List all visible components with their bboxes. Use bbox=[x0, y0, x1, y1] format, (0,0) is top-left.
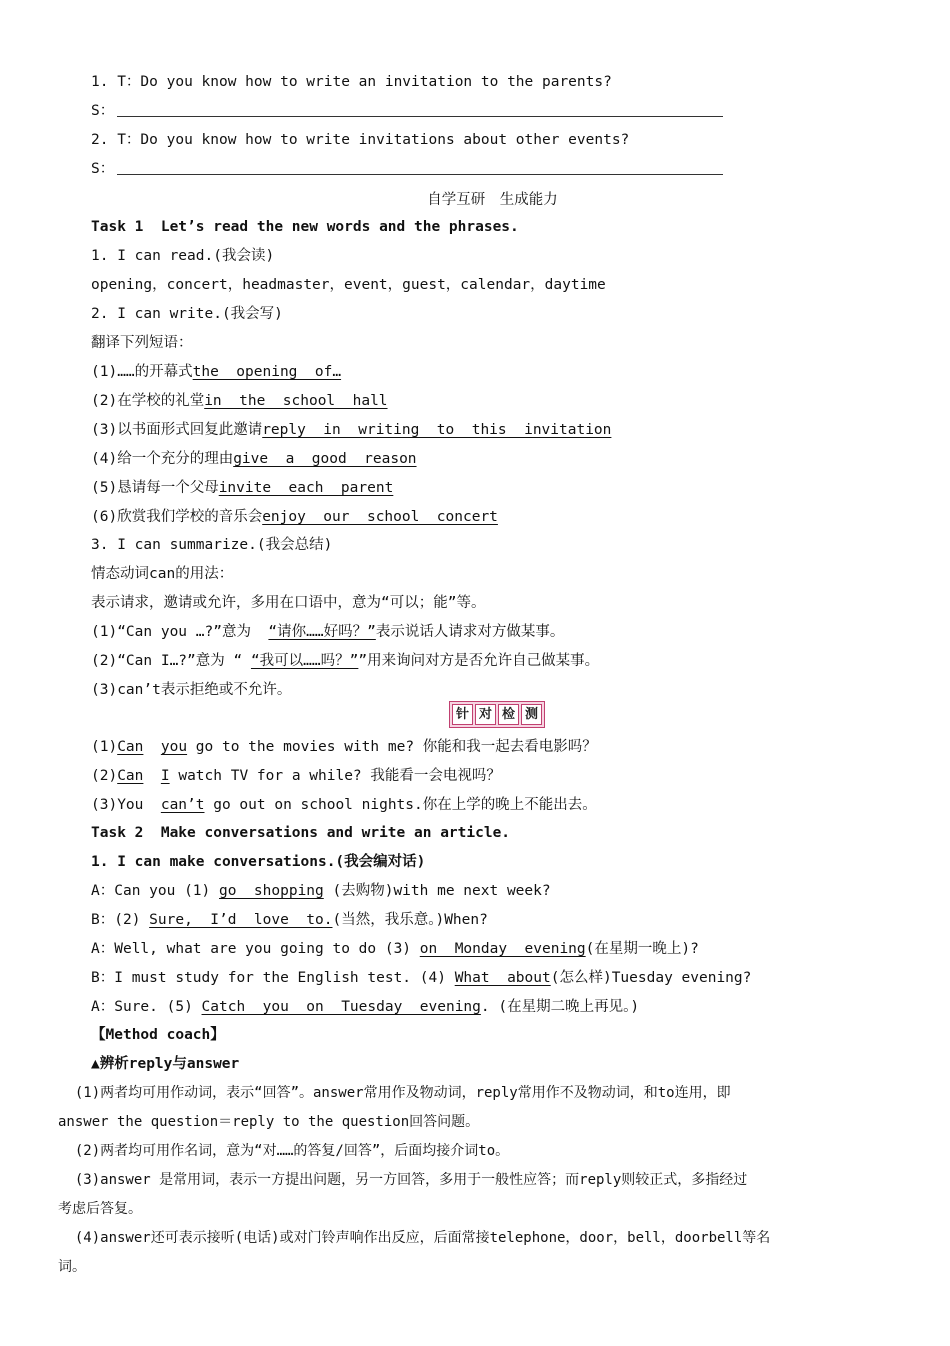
can-usage-2: (2)“Can I…?”意为 “ “我可以……吗？””用来询问对方是否允许自己做某事。 bbox=[91, 653, 600, 669]
summarize-heading: 3. I can summarize.(我会总结) bbox=[91, 537, 333, 553]
section-title: 自学互研 生成能力 bbox=[427, 192, 558, 208]
phrase-answer: invite each parent bbox=[218, 480, 394, 496]
dialog-answer: What about bbox=[454, 970, 551, 986]
badge-char: 检 bbox=[498, 704, 519, 725]
method-point-1b: answer the question＝reply to the question回答问题。 bbox=[58, 1114, 480, 1130]
badge-char: 对 bbox=[475, 704, 496, 725]
answer-line-1[interactable] bbox=[117, 116, 723, 117]
check-answer: you bbox=[160, 739, 188, 755]
badge-char: 针 bbox=[452, 704, 473, 725]
dialog-line: A：Well, what are you going to do (3) on Monday evening(在星期一晚上)? bbox=[91, 941, 699, 957]
phrase-answer: enjoy our school concert bbox=[262, 509, 498, 525]
check-answer: can’t bbox=[160, 797, 205, 813]
dialog-answer: on Monday evening bbox=[419, 941, 586, 957]
intro-answer-label-2: S： bbox=[91, 161, 115, 177]
method-title: 【Method coach】 bbox=[91, 1027, 225, 1043]
word-list: opening，concert，headmaster，event，guest，calendar，daytime bbox=[91, 277, 606, 293]
method-point-1a: (1)两者均可用作动词，表示“回答”。answer常用作及物动词，reply常用作不及物动词，和to连用，即 bbox=[58, 1085, 731, 1101]
phrase-answer: the opening of… bbox=[192, 364, 342, 380]
can-usage-1: (1)“Can you …?”意为 “请你……好吗？”表示说话人请求对方做某事。 bbox=[91, 624, 565, 640]
read-heading: 1. I can read.(我会读) bbox=[91, 248, 275, 264]
method-point-3a: (3)answer 是常用词，表示一方提出问题，另一方回答，多用于一般性应答；而reply则较正式，多指经过 bbox=[58, 1172, 748, 1188]
phrase-answer: give a good reason bbox=[233, 451, 417, 467]
dialog-line: A：Can you (1) go shopping (去购物)with me next week? bbox=[91, 883, 551, 899]
check-item: (2)Can I watch TV for a while? 我能看一会电视吗？ bbox=[91, 768, 501, 784]
can-usage-heading: 情态动词can的用法： bbox=[91, 566, 234, 582]
check-badge bbox=[449, 701, 545, 728]
check-answer: I bbox=[160, 768, 170, 784]
phrase-item: (3)以书面形式回复此邀请reply in writing to this invitation bbox=[91, 422, 612, 438]
method-point-4b: 词。 bbox=[58, 1259, 86, 1275]
phrase-item: (5)恳请每一个父母invite each parent bbox=[91, 480, 394, 496]
can-usage-desc: 表示请求，邀请或允许，多用在口语中，意为“可以；能”等。 bbox=[91, 595, 486, 611]
phrase-item: (2)在学校的礼堂in the school hall bbox=[91, 393, 388, 409]
answer-line-2[interactable] bbox=[117, 174, 723, 175]
dialog-line: B：I must study for the English test. (4) What about(怎么样)Tuesday evening? bbox=[91, 970, 752, 986]
intro-question-1: 1. T：Do you know how to write an invitation to the parents? bbox=[91, 74, 612, 90]
phrase-answer: in the school hall bbox=[204, 393, 388, 409]
method-point-3b: 考虑后答复。 bbox=[58, 1201, 142, 1217]
usage-answer: “我可以……吗？” bbox=[250, 653, 359, 669]
phrase-item: (4)给一个充分的理由give a good reason bbox=[91, 451, 417, 467]
phrase-item: (6)欣赏我们学校的音乐会enjoy our school concert bbox=[91, 509, 498, 525]
write-heading: 2. I can write.(我会写) bbox=[91, 306, 283, 322]
phrase-item: (1)……的开幕式the opening of… bbox=[91, 364, 342, 380]
dialog-answer: Catch you on Tuesday evening bbox=[201, 999, 481, 1015]
badge-char: 测 bbox=[521, 704, 542, 725]
dialog-line: B：(2) Sure, I’d love to.(当然，我乐意。)When? bbox=[91, 912, 488, 928]
usage-answer: “请你……好吗？” bbox=[268, 624, 376, 640]
method-subtitle: ▲辨析reply与answer bbox=[91, 1056, 240, 1072]
dialog-answer: go shopping bbox=[219, 883, 324, 899]
phrase-answer: reply in writing to this invitation bbox=[262, 422, 612, 438]
check-answer: Can bbox=[117, 739, 144, 755]
translate-heading: 翻译下列短语： bbox=[91, 335, 193, 351]
check-answer: Can bbox=[117, 768, 144, 784]
task1-title: Task 1 Let’s read the new words and the phrases. bbox=[91, 219, 519, 235]
method-point-4a: (4)answer还可表示接听(电话)或对门铃声响作出反应，后面常接telephone，door，bell，doorbell等名 bbox=[58, 1230, 771, 1246]
dialog-answer: Sure, I’d love to. bbox=[149, 912, 333, 928]
check-item: (1)Can you go to the movies with me? 你能和我一起去看电影吗？ bbox=[91, 739, 597, 755]
task2-title: Task 2 Make conversations and write an article. bbox=[91, 825, 511, 841]
intro-question-2: 2. T：Do you know how to write invitations about other events? bbox=[91, 132, 630, 148]
dialog-line: A：Sure. (5) Catch you on Tuesday evening. (在星期二晚上再见。) bbox=[91, 999, 640, 1015]
can-usage-3: (3)can’t表示拒绝或不允许。 bbox=[91, 682, 292, 698]
conversation-heading: 1. I can make conversations.(我会编对话) bbox=[91, 854, 426, 870]
check-item: (3)You can’t go out on school nights.你在上学的晚上不能出去。 bbox=[91, 797, 597, 813]
intro-answer-label-1: S： bbox=[91, 103, 115, 119]
method-point-2: (2)两者均可用作名词，意为“对……的答复/回答”，后面均接介词to。 bbox=[58, 1143, 510, 1159]
